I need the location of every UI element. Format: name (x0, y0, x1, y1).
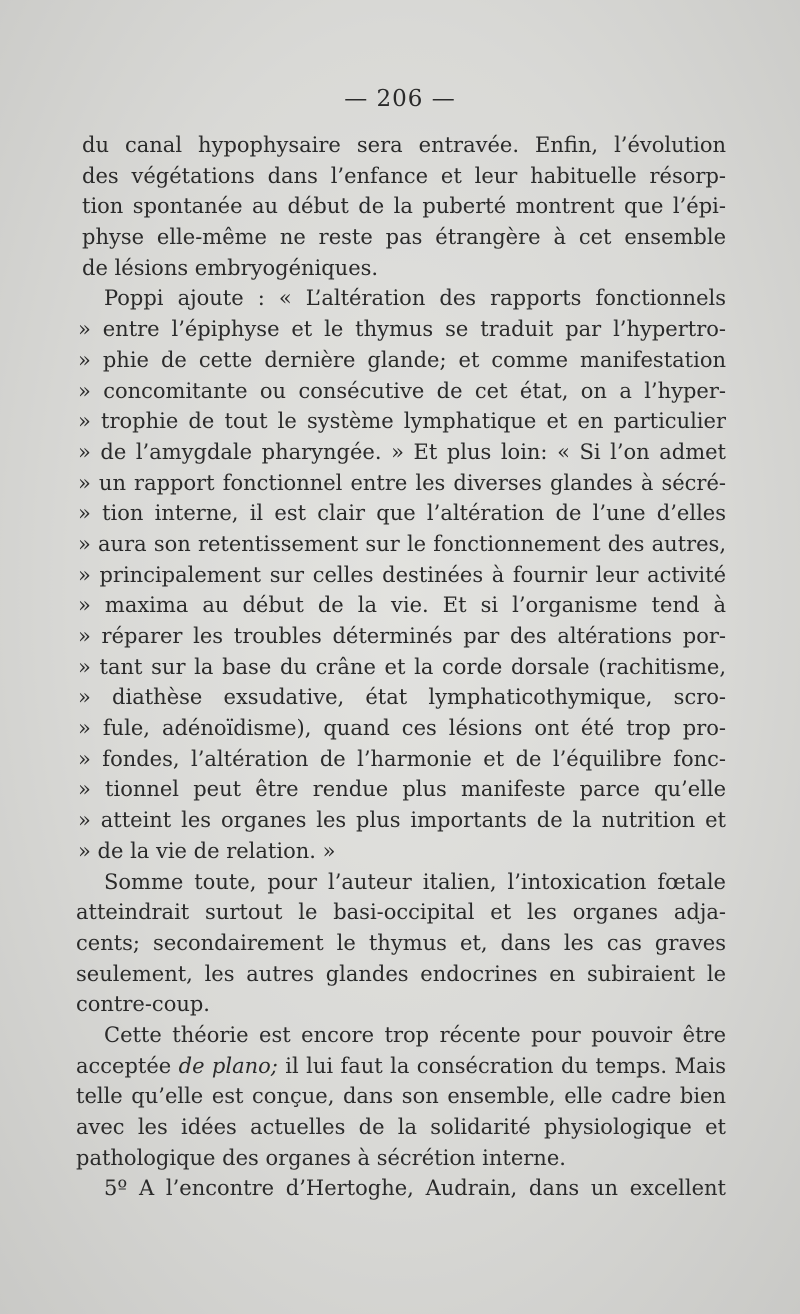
text-line: contre-coup. (76, 992, 210, 1017)
text-line: seulement, les autres glandes endocrines en subiraient le (76, 961, 726, 986)
text-line: atteindrait surtout le basi-occipital et les organes adja- (76, 900, 726, 925)
page-number: — 206 — (344, 86, 456, 112)
text-line: de lésions embryogéniques. (82, 255, 379, 280)
text-segment: il lui faut la consécration du temps. Mais (277, 1053, 726, 1078)
text-line: du canal hypophysaire sera entravée. Enfin, l’évolution (82, 133, 726, 157)
text-line: » fule, adénoïdisme), quand ces lésions ont été trop pro- (78, 716, 726, 741)
text-line: » atteint les organes les plus importants de la nutrition et (78, 808, 726, 833)
text-line: » principalement sur celles destinées à fournir leur activité (78, 562, 726, 587)
text-line: pathologique des organes à sécrétion interne. (76, 1145, 566, 1170)
text-line: des végétations dans l’enfance et leur habituelle résorp- (82, 163, 726, 188)
text-line: » réparer les troubles déterminés par des altérations por- (78, 624, 726, 648)
text-line: » aura son retentissement sur le fonctionnement des autres, (78, 531, 726, 556)
text-segment: acceptée (76, 1053, 179, 1078)
text-line: physe elle-même ne reste pas étrangère à cet ensemble (82, 225, 726, 250)
text-line: Cette théorie est encore trop récente pour pouvoir être (104, 1022, 726, 1047)
text-line: » tion interne, il est clair que l’altération de l’une d’elles (78, 501, 726, 526)
text-line: » concomitante ou consécutive de cet état, on a l’hyper- (78, 378, 726, 403)
text-line: » entre l’épiphyse et le thymus se traduit par l’hypertro- (78, 317, 726, 342)
text-line: » un rapport fonctionnel entre les diverses glandes à sécré- (78, 470, 726, 495)
text-line: Somme toute, pour l’auteur italien, l’intoxication fœtale (104, 869, 726, 894)
text-line: » phie de cette dernière glande; et comme manifestation (78, 347, 726, 372)
italic-phrase: de plano; (178, 1053, 278, 1078)
text-line: » de l’amygdale pharyngée. » Et plus loin: « Si l’on admet (78, 439, 726, 464)
text-line: tion spontanée au début de la puberté montrent que l’épi- (82, 194, 726, 219)
text-line: avec les idées actuelles de la solidarité physiologique et (76, 1115, 726, 1139)
text-line: telle qu’elle est conçue, dans son ensemble, elle cadre bien (76, 1084, 726, 1109)
text-line: » fondes, l’altération de l’harmonie et de l’équilibre fonc- (78, 746, 726, 771)
text-line: Poppi ajoute : « L’altération des rapports fonctionnels (104, 286, 726, 311)
body-text (76, 130, 726, 1204)
text-line (76, 1051, 726, 1082)
text-line: 5º A l’encontre d’Hertoghe, Audrain, dans un excellent (104, 1176, 726, 1201)
text-line: » trophie de tout le système lymphatique et en particulier (78, 409, 726, 434)
text-line: » diathèse exsudative, état lymphaticothymique, scro- (78, 685, 726, 710)
text-line: » tant sur la base du crâne et la corde dorsale (rachitisme, (78, 654, 726, 679)
text-line: cents; secondairement le thymus et, dans les cas graves (76, 930, 726, 955)
text-line: » maxima au début de la vie. Et si l’organisme tend à (78, 593, 726, 618)
text-line: » tionnel peut être rendue plus manifeste parce qu’elle (78, 777, 726, 802)
text-line: » de la vie de relation. » (78, 838, 336, 863)
